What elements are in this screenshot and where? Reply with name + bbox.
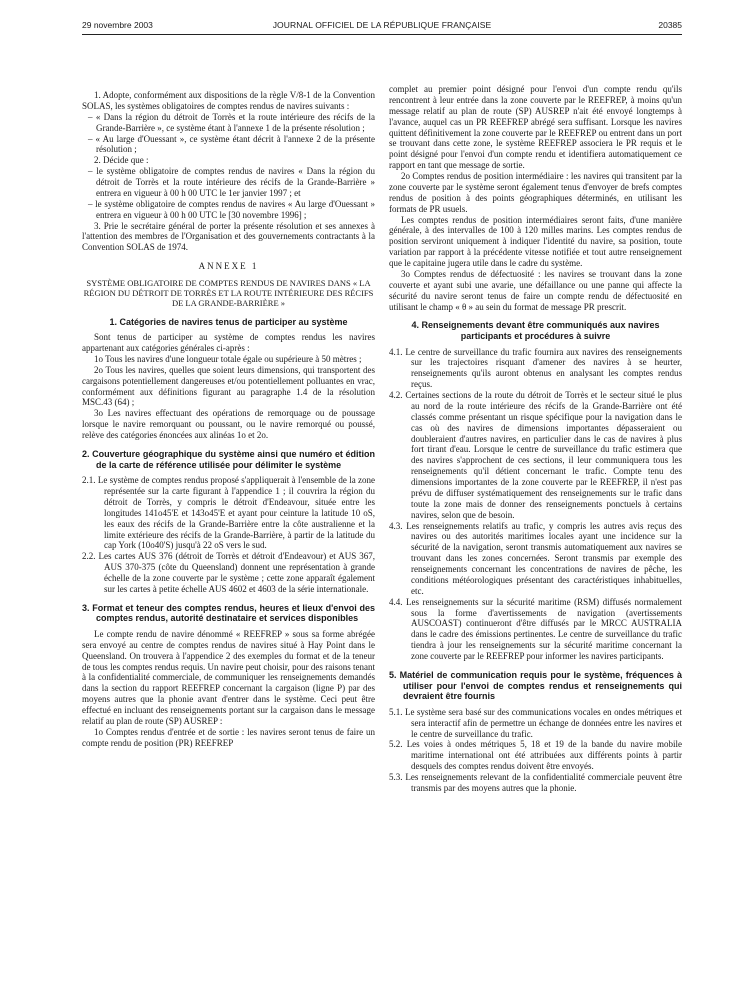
paragraph: Les comptes rendus de position intermédiaires seront faits, d'une manière générale, à des intervalles de 100 à 120 milles marins. Les comptes rendus de position serviront uniquement à indiquer l'identité du navire, sa position, toute variation par rapport à la précédente vitesse notifiée et tout autre renseignement que le capitaine jugera utile dans le cadre du système. bbox=[389, 214, 682, 268]
numbered-paragraph: 4.2. Certaines sections de la route du détroit de Torrès et le secteur situé le plus au nord de la route intérieure des récifs de la Grande-Barrière ont été classés comme présentant un risque spécifique pour la navigation dans le cas où des navires de dimensions importantes dépasseraient ou doubleraient d'autres navires, en particulier dans le cas de navires à plus fort tirant d'eau. Lorsque le centre de surveillance du trafic estimera que des navires s'approchent de ces sections, il leur communiquera tous les renseignements qu'il détient concernant le trafic. Compte tenu des dimensions importantes de la zone couverte par le REEFREP, il n'est pas prévu de diffuser systématiquement des renseignements sur le trafic dans toute la zone mais de donner des renseignements ponctuels à certains navires, selon que de besoin. bbox=[389, 390, 682, 520]
header-rule bbox=[82, 34, 682, 35]
left-column bbox=[82, 90, 375, 749]
section-heading: 3. Format et teneur des comptes rendus, heures et lieux d'envoi des comptes rendus, autorité destinataire et services disponibles bbox=[82, 602, 375, 624]
annex-title: ANNEXE 1 bbox=[198, 261, 259, 272]
section-heading: 2. Couverture géographique du système ainsi que numéro et édition de la carte de référence utilisée pour délimiter le système bbox=[82, 448, 375, 470]
paragraph: 1o Comptes rendus d'entrée et de sortie : les navires seront tenus de faire un compte rendu de position (PR) REEFREP bbox=[82, 726, 375, 748]
header-date: 29 novembre 2003 bbox=[82, 20, 153, 30]
paragraph: 3o Comptes rendus de défectuosité : les navires se trouvant dans la zone couverte et ayant subi une avarie, une défaillance ou une panne qui affecte la sécurité du navire seront tenus de faire un compte rendu de défectuosité en utilisant le champ « θ » au sein du format de message PR prescrit. bbox=[389, 268, 682, 312]
list-item: – le système obligatoire de comptes rendus de navires « Dans la région du détroit de Torrès et la route intérieure des récifs de la Grande-Barrière » entrera en vigueur à 00 h 00 UTC le 1er janvier 1997 ; et bbox=[88, 166, 375, 198]
list-item: – « Au large d'Ouessant », ce système étant décrit à l'annexe 2 de la présente résolution ; bbox=[88, 133, 375, 155]
paragraph: 3o Les navires effectuant des opérations de remorquage ou de poussage lorsque le navire remorquant ou poussant, ou le navire remorqué ou poussé, relève des catégories énoncées aux alinéas 1o et 2o. bbox=[82, 408, 375, 441]
section-heading: 1. Catégories de navires tenus de participer au système bbox=[109, 316, 348, 327]
paragraph: Sont tenus de participer au système de comptes rendus les navires appartenant aux catégories générales ci-après : bbox=[82, 332, 375, 354]
section-heading: 4. Renseignements devant être communiqués aux navires participants et procédures à suivre bbox=[411, 320, 660, 341]
header-page-number: 20385 bbox=[658, 20, 682, 30]
numbered-paragraph: 5.3. Les renseignements relevant de la confidentialité commerciale peuvent être transmis par des moyens autres que la phonie. bbox=[389, 772, 682, 793]
paragraph: 2o Tous les navires, quelles que soient leurs dimensions, qui transportent des cargaisons potentiellement dangereuses et/ou potentiellement polluantes en vrac, conformément aux définitions figurant au paragraphe 1.4 de la résolution MSC.43 (64) ; bbox=[82, 364, 375, 408]
paragraph: 2. Décide que : bbox=[94, 155, 149, 166]
list-item: – « Dans la région du détroit de Torrès et la route intérieure des récifs de la Grande-Barrière », ce système étant à l'annexe 1 de la présente résolution ; bbox=[88, 111, 375, 133]
page-header bbox=[82, 20, 682, 34]
numbered-paragraph: 2.2. Les cartes AUS 376 (détroit de Torrès et détroit d'Endeavour) et AUS 367, AUS 370-375 (côte du Queensland) donnent une représentation à grande échelle de la zone couverte par le système ; cette zone apparaît également sur les cartes à petite échelle AUS 4602 et 4603 de la série internationale. bbox=[82, 551, 375, 594]
section-heading: 5. Matériel de communication requis pour le système, fréquences à utiliser pour l'envoi de comptes rendus et renseignements qui devraient être fournis bbox=[389, 669, 682, 702]
paragraph: 1o Tous les navires d'une longueur totale égale ou supérieure à 50 mètres ; bbox=[94, 353, 362, 364]
numbered-paragraph: 5.1. Le système sera basé sur des communications vocales en ondes métriques et sera interactif afin de permettre un échange de données entre les navires et le centre de surveillance du trafic. bbox=[389, 706, 682, 739]
numbered-paragraph: 2.1. Le système de comptes rendus proposé s'appliquerait à l'ensemble de la zone représentée sur la carte figurant à l'appendice 1 ; il couvrira la région du détroit de Torrès, y compris le détroit d'Endeavour, située entre les longitudes 141o45'E et 143o45'E et ayant pour ceinture la latitude 10 oS, les eaux des récifs de la Grande-Barrière entre la côte australienne et la limite extérieure des récifs de la Grande-Barrière, à partir de la latitude du cap York (10o40'S) jusqu'à 22 oS vers le sud. bbox=[82, 475, 375, 551]
paragraph: complet au premier point désigné pour l'envoi d'un compte rendu qu'ils rencontrent à leur entrée dans la zone couverte par le REEFREP, à moins qu'un message relatif au plan de route (SP) AUSREP n'ait été envoyé longtemps à l'avance, auquel cas un PR REEFREP abrégé sera suffisant. Lorsque les navires quittent définitivement la zone couverte par le REEFREP ou entrent dans un port se trouvant dans cette zone, le système REEFREP associera le PR requis et le point désigné pour l'envoi d'un compte rendu et identifiera automatiquement ce rapport en tant que message de sortie. bbox=[389, 84, 682, 171]
numbered-paragraph: 4.4. Les renseignements sur la sécurité maritime (RSM) diffusés normalement sous la forme d'avertissements de navigation (avertissements AUSCOAST) continueront d'être diffusés par le MRCC AUSTRALIA dans le cadre des émissions pertinentes. Le centre de surveillance du trafic tiendra à jour les renseignements sur la sécurité maritime concernant la zone couverte par le REEFREP pour informer les navires participants. bbox=[389, 596, 682, 662]
right-column bbox=[389, 84, 682, 794]
paragraph: 3. Prie le secrétaire général de porter la présente résolution et ses annexes à l'attention des membres de l'Organisation et des gouvernements contractants à la Convention SOLAS de 1974. bbox=[82, 220, 375, 253]
header-journal-title: JOURNAL OFFICIEL DE LA RÉPUBLIQUE FRANÇAISE bbox=[272, 20, 492, 30]
list-item: – le système obligatoire de comptes rendus de navires « Au large d'Ouessant » entrera en vigueur à 00 h 00 UTC le [30 novembre 1996] ; bbox=[88, 198, 375, 220]
numbered-paragraph: 4.1. Le centre de surveillance du trafic fournira aux navires des renseignements sur les trajectoires risquant d'amener des navires à se heurter, renseignements qu'ils auront obtenus en analysant les comptes rendus reçus. bbox=[389, 346, 682, 390]
annex-subtitle: SYSTÈME OBLIGATOIRE DE COMPTES RENDUS DE NAVIRES DANS « LA RÉGION DU DÉTROIT DE TORRÈS ET LA ROUTE INTÉRIEURE DES RÉCIFS DE LA GRANDE-BARRIÈRE » bbox=[83, 278, 374, 309]
paragraph: 1. Adopte, conformément aux dispositions de la règle V/8-1 de la Convention SOLAS, les systèmes obligatoires de comptes rendus de navires suivants : bbox=[82, 90, 375, 111]
numbered-paragraph: 5.2. Les voies à ondes métriques 5, 18 et 19 de la bande du navire mobile maritime international ont été attribuées aux différents points à partir desquels des comptes rendus doivent être envoyés. bbox=[389, 739, 682, 772]
numbered-paragraph: 4.3. Les renseignements relatifs au trafic, y compris les autres avis reçus des navires ou des autorités maritimes locales ayant une incidence sur la sécurité de la navigation, seront transmis automatiquement aux navires se trouvant dans les zones concernées. Seront transmis par exemple des renseignements concernant les concentrations de navires de pêche, les conditions météorologiques présentant des caractéristiques inhabituelles, etc. bbox=[389, 520, 682, 596]
paragraph: 2o Comptes rendus de position intermédiaire : les navires qui transitent par la zone couverte par le système seront également tenus d'envoyer de brefs comptes rendus de position à des points géographiques déterminés, en utilisant les formats de PR usuels. bbox=[389, 171, 682, 214]
paragraph: Le compte rendu de navire dénommé « REEFREP » sous sa forme abrégée sera envoyé au centre de comptes rendus de navires situé à Hay Point dans le Queensland. On trouvera à l'appendice 2 des exemples du format et de la teneur de tous les comptes rendus requis. Un navire peut choisir, pour des raisons tenant à la confidentialité commerciale, de communiquer les renseignements demandés dans la section du rapport REEFREP concernant la cargaison (ligne P) par des moyens autres que la phonie avant d'entrer dans le système. Ceci peut être effectué en incluant des renseignements portant sur la cargaison dans le message relatif au plan de route (SP) AUSREP : bbox=[82, 628, 375, 726]
